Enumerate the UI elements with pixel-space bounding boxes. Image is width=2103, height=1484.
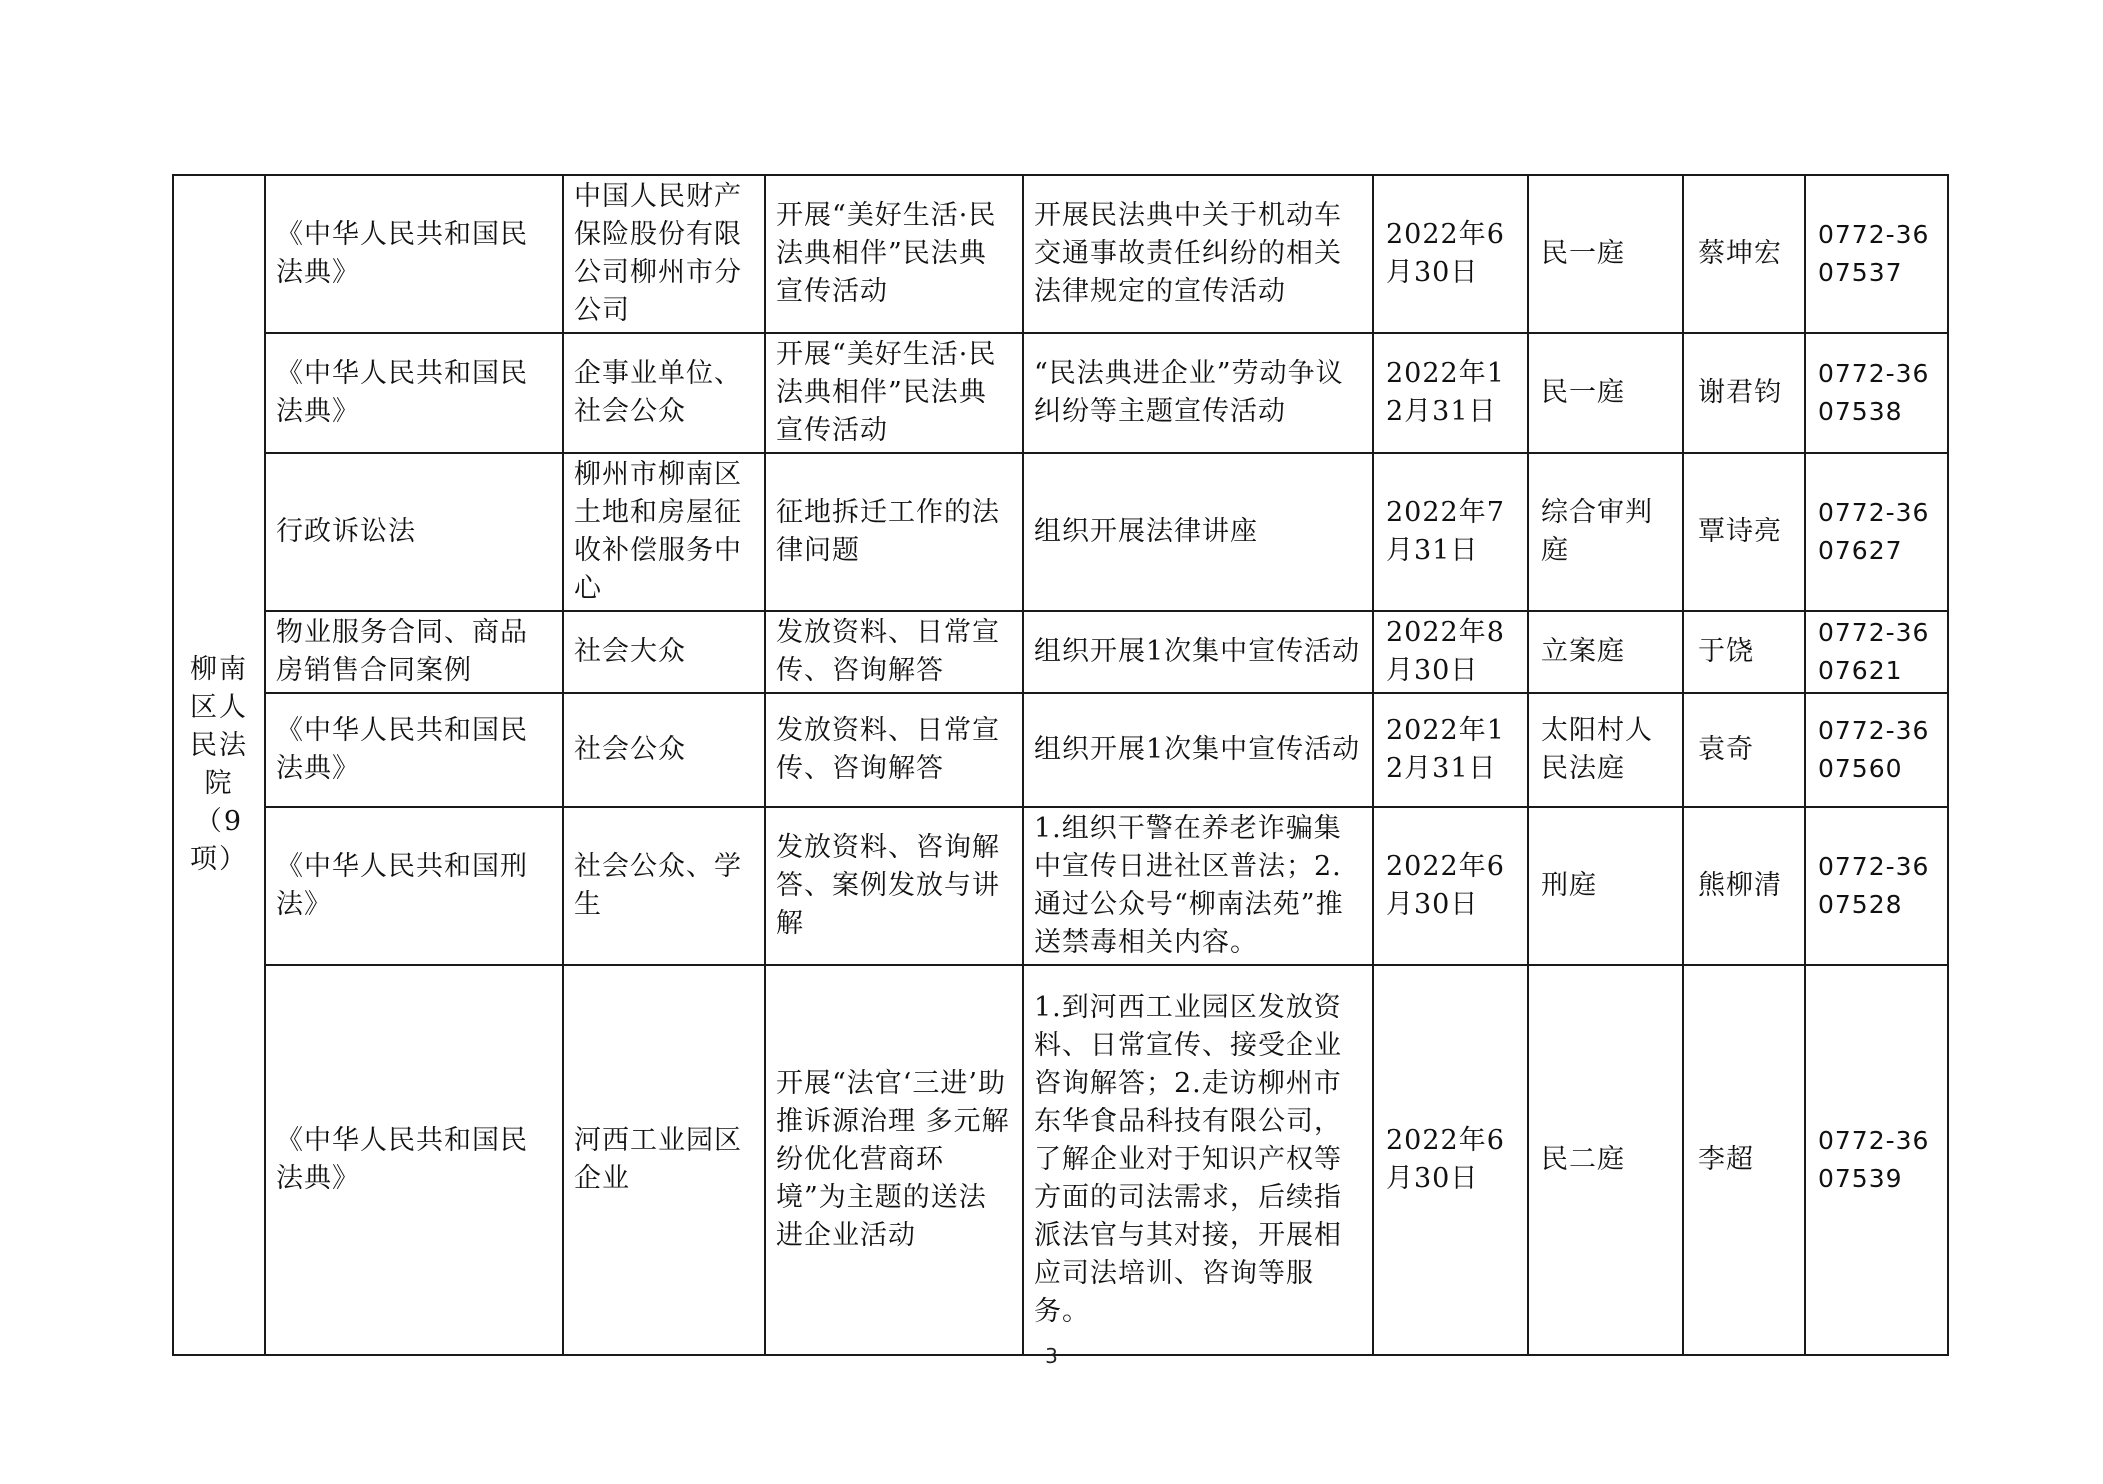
- date-cell: 2022年6月30日: [1373, 175, 1528, 333]
- department-cell: 综合审判庭: [1528, 453, 1683, 611]
- court-name-cell: 柳南区人民法院（9项）: [173, 175, 265, 1355]
- activity-cell: 1.组织干警在养老诈骗集中宣传日进社区普法；2.通过公众号“柳南法苑”推送禁毒相关内容。: [1023, 807, 1373, 965]
- law-cell: 《中华人民共和国刑法》: [265, 807, 563, 965]
- activity-cell: 组织开展法律讲座: [1023, 453, 1373, 611]
- activity-cell: 组织开展1次集中宣传活动: [1023, 611, 1373, 693]
- phone-cell: 0772-3607528: [1805, 807, 1948, 965]
- table-row: [173, 175, 1948, 333]
- phone-cell: 0772-3607539: [1805, 965, 1948, 1355]
- page-number: 3: [1045, 1344, 1058, 1368]
- activity-cell: 开展民法典中关于机动车交通事故责任纠纷的相关法律规定的宣传活动: [1023, 175, 1373, 333]
- contact-person-cell: 蔡坤宏: [1683, 175, 1805, 333]
- contact-person-cell: 李超: [1683, 965, 1805, 1355]
- date-cell: 2022年6月30日: [1373, 965, 1528, 1355]
- contact-person-cell: 熊柳清: [1683, 807, 1805, 965]
- law-cell: 《中华人民共和国民法典》: [265, 333, 563, 453]
- phone-cell: 0772-3607537: [1805, 175, 1948, 333]
- law-cell: 《中华人民共和国民法典》: [265, 693, 563, 807]
- contact-person-cell: 谢君钧: [1683, 333, 1805, 453]
- activity-cell: 1.到河西工业园区发放资料、日常宣传、接受企业咨询解答；2.走访柳州市东华食品科技有限公司，了解企业对于知识产权等方面的司法需求，后续指派法官与其对接，开展相应司法培训、咨询等服务。: [1023, 965, 1373, 1355]
- contact-person-cell: 于饶: [1683, 611, 1805, 693]
- law-cell: 行政诉讼法: [265, 453, 563, 611]
- contact-person-cell: 袁奇: [1683, 693, 1805, 807]
- content-cell: 开展“美好生活·民法典相伴”民法典宣传活动: [765, 333, 1023, 453]
- law-cell: 《中华人民共和国民法典》: [265, 175, 563, 333]
- audience-cell: 中国人民财产保险股份有限公司柳州市分公司: [563, 175, 765, 333]
- law-cell: 物业服务合同、商品房销售合同案例: [265, 611, 563, 693]
- content-cell: 征地拆迁工作的法律问题: [765, 453, 1023, 611]
- table-row: [173, 807, 1948, 965]
- date-cell: 2022年12月31日: [1373, 693, 1528, 807]
- activity-cell: 组织开展1次集中宣传活动: [1023, 693, 1373, 807]
- department-cell: 太阳村人民法庭: [1528, 693, 1683, 807]
- department-cell: 民一庭: [1528, 333, 1683, 453]
- content-cell: 发放资料、日常宣传、咨询解答: [765, 611, 1023, 693]
- phone-cell: 0772-3607621: [1805, 611, 1948, 693]
- date-cell: 2022年8月30日: [1373, 611, 1528, 693]
- phone-cell: 0772-3607627: [1805, 453, 1948, 611]
- audience-cell: 企事业单位、社会公众: [563, 333, 765, 453]
- content-cell: 发放资料、日常宣传、咨询解答: [765, 693, 1023, 807]
- phone-cell: 0772-3607560: [1805, 693, 1948, 807]
- audience-cell: 社会大众: [563, 611, 765, 693]
- publicity-schedule-table: [172, 174, 1949, 1356]
- table-row: [173, 611, 1948, 693]
- law-cell: 《中华人民共和国民法典》: [265, 965, 563, 1355]
- content-cell: 开展“美好生活·民法典相伴”民法典宣传活动: [765, 175, 1023, 333]
- table-row: [173, 453, 1948, 611]
- contact-person-cell: 覃诗亮: [1683, 453, 1805, 611]
- department-cell: 民二庭: [1528, 965, 1683, 1355]
- phone-cell: 0772-3607538: [1805, 333, 1948, 453]
- department-cell: 刑庭: [1528, 807, 1683, 965]
- table-row: [173, 693, 1948, 807]
- table-row: [173, 333, 1948, 453]
- audience-cell: 河西工业园区企业: [563, 965, 765, 1355]
- content-cell: 发放资料、咨询解答、案例发放与讲解: [765, 807, 1023, 965]
- department-cell: 民一庭: [1528, 175, 1683, 333]
- date-cell: 2022年7月31日: [1373, 453, 1528, 611]
- department-cell: 立案庭: [1528, 611, 1683, 693]
- activity-cell: “民法典进企业”劳动争议纠纷等主题宣传活动: [1023, 333, 1373, 453]
- audience-cell: 社会公众: [563, 693, 765, 807]
- date-cell: 2022年6月30日: [1373, 807, 1528, 965]
- audience-cell: 社会公众、学生: [563, 807, 765, 965]
- table-row: [173, 965, 1948, 1355]
- date-cell: 2022年12月31日: [1373, 333, 1528, 453]
- content-cell: 开展“法官‘三进’助推诉源治理 多元解纷优化营商环境”为主题的送法进企业活动: [765, 965, 1023, 1355]
- audience-cell: 柳州市柳南区土地和房屋征收补偿服务中心: [563, 453, 765, 611]
